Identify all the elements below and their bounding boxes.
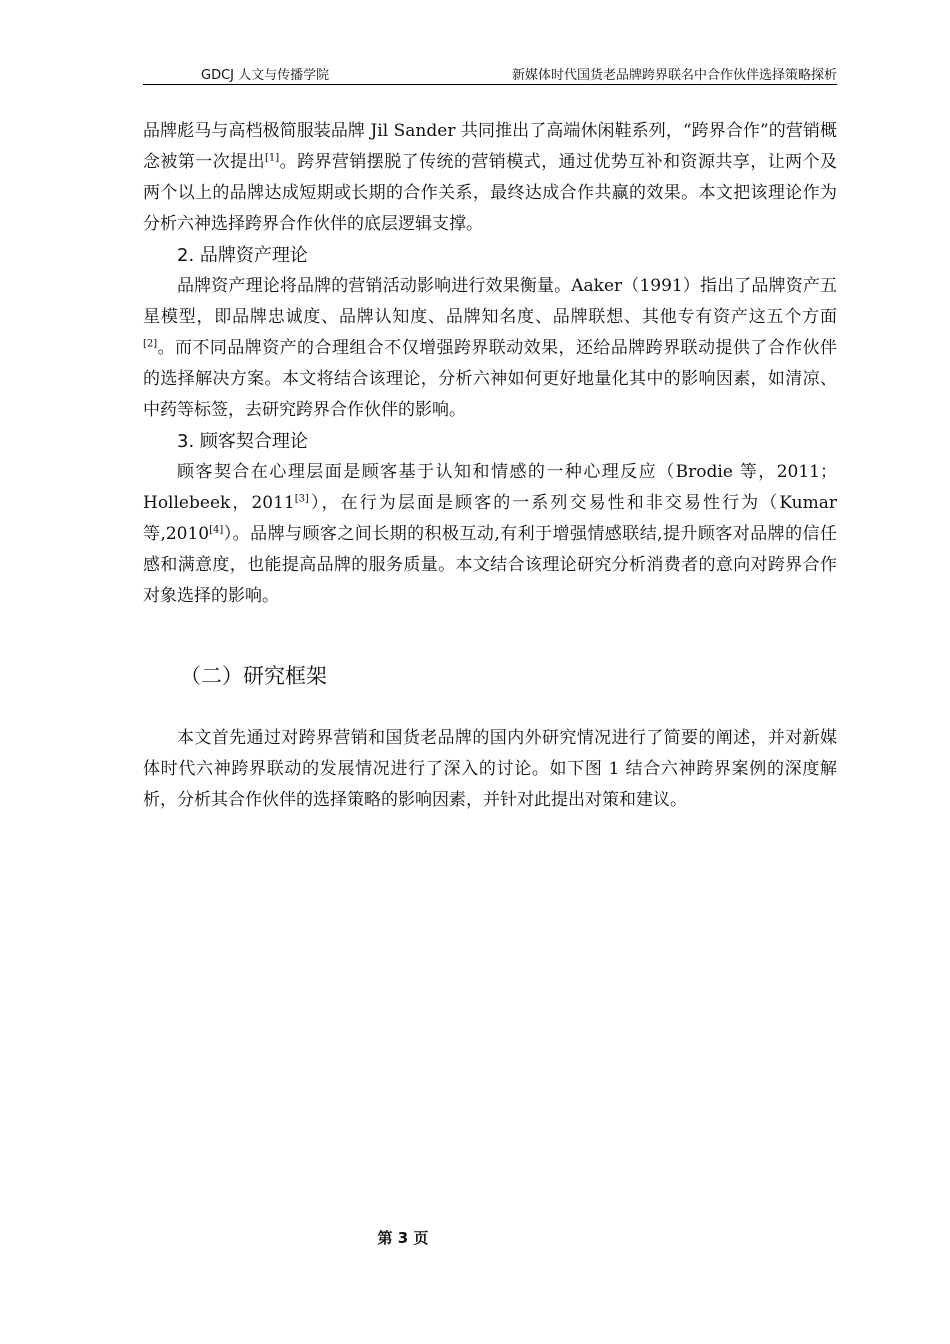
section-heading-research-framework: （二）研究框架 — [180, 664, 327, 688]
paragraph-customer-engagement: 顾客契合在心理层面是顾客基于认知和情感的一种心理反应（Brodie 等，2011；Hollebeek，2011[3]），在行为层面是顾客的一系列交易性和非交易性行为（Kumar 等,2010[4]）。品牌与顾客之间长期的积极互动,有利于增强情感联结,提升顾客对品牌的信任感和满意度，也能提高品牌的服务质量。本文结合该理论研究分析消费者的意向对跨界合作对象选择的影响。 — [143, 462, 838, 606]
body-block-2 — [143, 723, 837, 816]
subheading-brand-equity: 2. 品牌资产理论 — [177, 245, 308, 266]
header-left-text: GDCJ 人文与传播学院 — [201, 68, 330, 83]
page-number: 第 3 页 — [377, 1229, 429, 1247]
subheading-customer-engagement: 3. 顾客契合理论 — [177, 431, 308, 452]
paragraph-research-framework: 本文首先通过对跨界营销和国货老品牌的国内外研究情况进行了简要的阐述，并对新媒体时代六神跨界联动的发展情况进行了深入的讨论。如下图 1 结合六神跨界案例的深度解析，分析其合作伙伴的选择策略的影响因素，并针对此提出对策和建议。 — [143, 728, 837, 810]
page-header — [143, 64, 837, 85]
body-block-1 — [143, 116, 837, 612]
citation-4: [4] — [209, 524, 224, 536]
paragraph-brand-equity: 品牌资产理论将品牌的营销活动影响进行效果衡量。Aaker（1991）指出了品牌资产五星模型，即品牌忠诚度、品牌认知度、品牌知名度、品牌联想、其他专有资产这五个方面[2]。而不同品牌资产的合理组合不仅增强跨界联动效果，还给品牌跨界联动提供了合作伙伴的选择解决方案。本文将结合该理论，分析六神如何更好地量化其中的影响因素，如清凉、中药等标签，去研究跨界合作伙伴的影响。 — [143, 276, 837, 420]
citation-2: [2] — [143, 338, 158, 350]
paragraph-cross-marketing: 品牌彪马与高档极简服装品牌 Jil Sander 共同推出了高端休闲鞋系列，“跨界合作”的营销概念被第一次提出[1]。跨界营销摆脱了传统的营销模式，通过优势互补和资源共享，让两个及两个以上的品牌达成短期或长期的合作关系，最终达成合作共赢的效果。本文把该理论作为分析六神选择跨界合作伙伴的底层逻辑支撑。 — [143, 121, 838, 234]
header-right-title: 新媒体时代国货老品牌跨界联名中合作伙伴选择策略探析 — [511, 68, 837, 83]
citation-3: [3] — [294, 493, 309, 505]
citation-1: [1] — [265, 152, 280, 164]
